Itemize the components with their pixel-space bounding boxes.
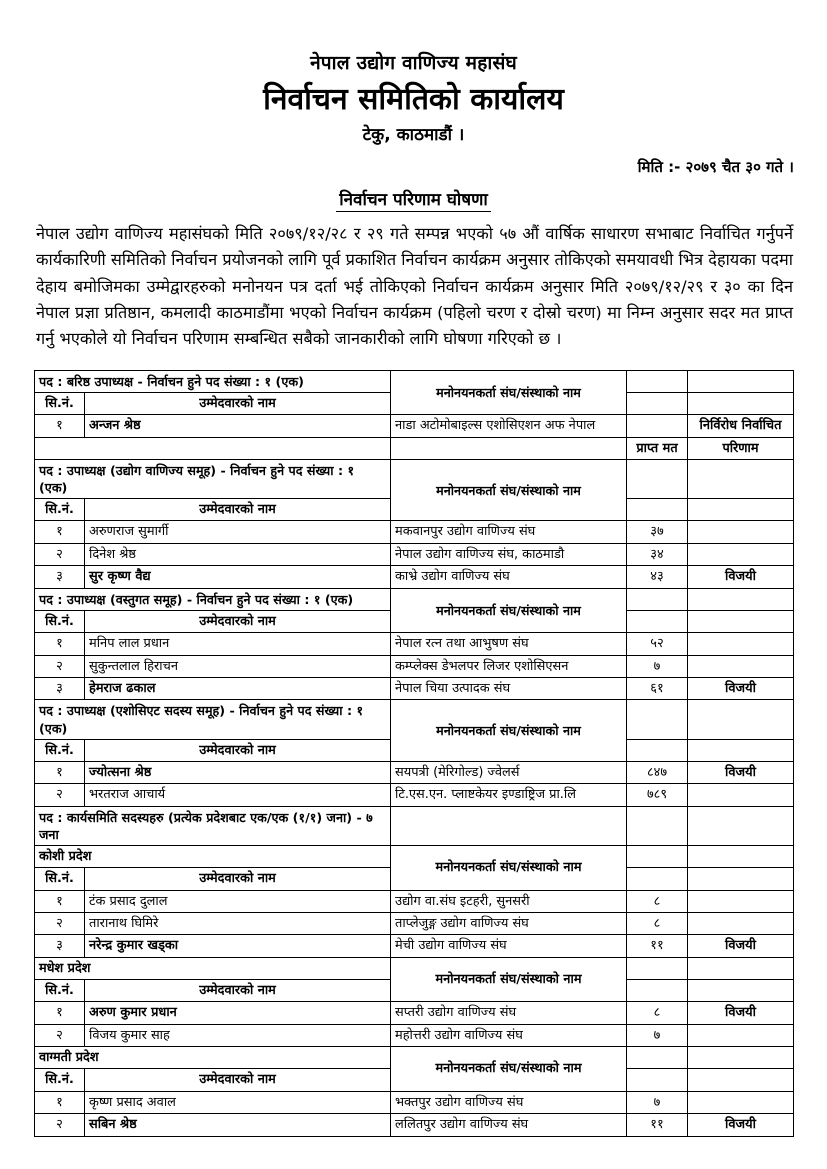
cell-result (688, 913, 794, 935)
column-header-candidate: उम्मेदवारको नाम (85, 499, 391, 521)
column-header-sn: सि.नं. (35, 868, 85, 890)
cell-result: विजयी (688, 1002, 794, 1024)
empty-cell (627, 392, 688, 414)
cell-sn: १ (35, 633, 85, 655)
column-header-sn: सि.नं. (35, 392, 85, 414)
column-header-nominator: मनोनयनकर्ता संघ/संस्थाको नाम (391, 588, 627, 632)
column-header-nominator: मनोनयनकर्ता संघ/संस्थाको नाम (391, 700, 627, 762)
table-row (35, 913, 794, 935)
cell-nominator: कम्प्लेक्स डेभलपर लिजर एशोसिएसन (391, 655, 627, 677)
cell-sn: १ (35, 415, 85, 437)
cell-nominator: सप्तरी उद्योग वाणिज्य संघ (391, 1002, 627, 1024)
cell-candidate-name: हेमराज ढकाल (85, 677, 391, 699)
empty-cell (688, 588, 794, 610)
cell-votes: ८४७ (627, 761, 688, 783)
cell-candidate-name: सुर कृष्ण वैद्य (85, 566, 391, 588)
cell-candidate-name: मनिप लाल प्रधान (85, 633, 391, 655)
column-header-nominator: मनोनयनकर्ता संघ/संस्थाको नाम (391, 459, 627, 521)
document-header (0, 0, 827, 146)
cell-result (688, 633, 794, 655)
cell-result: विजयी (688, 761, 794, 783)
empty-cell (688, 610, 794, 632)
post-title-row (35, 459, 794, 498)
cell-nominator: महोत्तरी उद्योग वाणिज्य संघ (391, 1024, 627, 1046)
empty-cell (688, 392, 794, 414)
office-address: टेकु, काठमाडौं । (362, 124, 465, 145)
cell-nominator: उद्योग वा.संघ इटहरी, सुनसरी (391, 890, 627, 912)
cell-sn: १ (35, 1091, 85, 1113)
cell-sn: २ (35, 1114, 85, 1136)
province-name: वाग्मती प्रदेश (35, 1047, 391, 1069)
cell-nominator: नेपाल चिया उत्पादक संघ (391, 677, 627, 699)
cell-result: निर्विरोध निर्वाचित (688, 415, 794, 437)
table-row (35, 1024, 794, 1046)
cell-nominator: नाडा अटोमोबाइल्स एशोसिएशन अफ नेपाल (391, 415, 627, 437)
table-row (35, 633, 794, 655)
cell-result (688, 1024, 794, 1046)
cell-votes: ४३ (627, 566, 688, 588)
cell-candidate-name: तारानाथ घिमिरे (85, 913, 391, 935)
empty-cell (688, 1069, 794, 1091)
cell-votes: ८ (627, 913, 688, 935)
cell-candidate-name: विजय कुमार साह (85, 1024, 391, 1046)
cell-candidate-name: सुकुन्तलाल हिराचन (85, 655, 391, 677)
cell-candidate-name: नरेन्द्र कुमार खड्का (85, 935, 391, 957)
cell-sn: २ (35, 784, 85, 806)
cell-votes: ३७ (627, 521, 688, 543)
cell-sn: २ (35, 913, 85, 935)
cell-nominator: नेपाल उद्योग वाणिज्य संघ, काठमाडौ (391, 543, 627, 565)
column-header-candidate: उम्मेदवारको नाम (85, 868, 391, 890)
empty-cell (627, 980, 688, 1002)
province-title-row (35, 846, 794, 868)
empty-cell (627, 846, 688, 868)
page-title (0, 187, 827, 210)
column-header-nominator: मनोनयनकर्ता संघ/संस्थाको नाम (391, 846, 627, 891)
cell-candidate-name: भरतराज आचार्य (85, 784, 391, 806)
cell-votes: ८ (627, 1002, 688, 1024)
empty-cell (688, 370, 794, 392)
cell-sn: १ (35, 890, 85, 912)
cell-result (688, 521, 794, 543)
empty-cell (627, 499, 688, 521)
cell-result (688, 1091, 794, 1113)
column-header-nominator: मनोनयनकर्ता संघ/संस्थाको नाम (391, 1047, 627, 1092)
table-row (35, 521, 794, 543)
cell-result (688, 543, 794, 565)
cell-result (688, 655, 794, 677)
empty-cell (688, 957, 794, 979)
cell-candidate-name: सबिन श्रेष्ठ (85, 1114, 391, 1136)
cell-votes: ८ (627, 890, 688, 912)
empty-cell (688, 739, 794, 761)
post-title-vp-industry-commerce: पद : उपाध्यक्ष (उद्योग वाणिज्य समूह) - निर्वाचन हुने पद संख्या : १ (एक) (35, 459, 391, 498)
cell-candidate-name: अरुण कुमार प्रधान (85, 1002, 391, 1024)
empty-cell (35, 437, 391, 459)
column-header-votes: प्राप्त मत (627, 437, 688, 459)
column-header-result: परिणाम (688, 437, 794, 459)
cell-nominator: सयपत्री (मेरिगोल्ड) ज्वेलर्स (391, 761, 627, 783)
table-row (35, 761, 794, 783)
cell-nominator: मेची उद्योग वाणिज्य संघ (391, 935, 627, 957)
post-title-vp-commodity: पद : उपाध्यक्ष (वस्तुगत समूह) - निर्वाचन हुने पद संख्या : १ (एक) (35, 588, 391, 610)
post-title-row (35, 806, 794, 845)
cell-result: विजयी (688, 1114, 794, 1136)
empty-cell (627, 610, 688, 632)
cell-candidate-name: अरुणराज सुमार्गी (85, 521, 391, 543)
column-header-sn: सि.नं. (35, 499, 85, 521)
cell-sn: २ (35, 543, 85, 565)
column-header-candidate: उम्मेदवारको नाम (85, 610, 391, 632)
column-header-candidate: उम्मेदवारको नाम (85, 1069, 391, 1091)
cell-nominator: टि.एस.एन. प्लाष्टकेयर इण्डाष्ट्रिज प्रा.लि (391, 784, 627, 806)
post-title-row (35, 588, 794, 610)
column-header-sn: सि.नं. (35, 1069, 85, 1091)
cell-nominator: नेपाल रत्न तथा आभुषण संघ (391, 633, 627, 655)
cell-sn: १ (35, 521, 85, 543)
cell-result (688, 890, 794, 912)
cell-votes: ७ (627, 1091, 688, 1113)
cell-votes: ११ (627, 935, 688, 957)
column-header-sn: सि.नं. (35, 739, 85, 761)
empty-cell (627, 1047, 688, 1069)
empty-cell (627, 700, 688, 739)
table-row (35, 566, 794, 588)
empty-cell (627, 1069, 688, 1091)
cell-votes: ७८९ (627, 784, 688, 806)
empty-cell (627, 739, 688, 761)
cell-nominator: भक्तपुर उद्योग वाणिज्य संघ (391, 1091, 627, 1113)
column-header-sn: सि.नं. (35, 610, 85, 632)
table-row (35, 1002, 794, 1024)
empty-cell (688, 1047, 794, 1069)
cell-sn: ३ (35, 935, 85, 957)
cell-votes: ७ (627, 1024, 688, 1046)
cell-votes: ६१ (627, 677, 688, 699)
table-row (35, 1114, 794, 1136)
column-header-nominator: मनोनयनकर्ता संघ/संस्थाको नाम (391, 957, 627, 1002)
province-title-row (35, 957, 794, 979)
document-date: मिति :- २०७९ चैत ३० गते । (637, 157, 794, 176)
cell-nominator: ललितपुर उद्योग वाणिज्य संघ (391, 1114, 627, 1136)
table-row (35, 935, 794, 957)
cell-result (688, 784, 794, 806)
cell-candidate-name: कृष्ण प्रसाद अवाल (85, 1091, 391, 1113)
empty-cell (627, 588, 688, 610)
empty-cell (627, 370, 688, 392)
table-row (35, 677, 794, 699)
cell-result: विजयी (688, 935, 794, 957)
cell-result: विजयी (688, 566, 794, 588)
cell-sn: १ (35, 1002, 85, 1024)
table-row (35, 543, 794, 565)
cell-sn: ३ (35, 677, 85, 699)
province-title-row (35, 1047, 794, 1069)
empty-cell (627, 957, 688, 979)
cell-votes: ३४ (627, 543, 688, 565)
table-row (35, 1091, 794, 1113)
column-header-candidate: उम्मेदवारको नाम (85, 739, 391, 761)
empty-cell (688, 846, 794, 868)
cell-sn: ३ (35, 566, 85, 588)
cell-votes: ७ (627, 655, 688, 677)
empty-cell (688, 499, 794, 521)
post-title-row (35, 700, 794, 739)
post-title-vp-associate: पद : उपाध्यक्ष (एशोसिएट सदस्य समूह) - निर्वाचन हुने पद संख्या : १ (एक) (35, 700, 391, 739)
empty-cell (627, 868, 688, 890)
election-results-table (34, 370, 794, 1137)
column-header-nominator: मनोनयनकर्ता संघ/संस्थाको नाम (391, 370, 627, 414)
empty-cell (688, 459, 794, 498)
empty-cell (391, 437, 627, 459)
province-name: कोशी प्रदेश (35, 846, 391, 868)
cell-candidate-name: दिनेश श्रेष्ठ (85, 543, 391, 565)
announcement-paragraph: नेपाल उद्योग वाणिज्य महासंघको मिति २०७९/१२/२८ र २९ गते सम्पन्न भएको ५७ औं वार्षिक साधारण सभाबाट निर्वाचित गर्नुपर्ने कार्यकारिणी समितिको निर्वाचन प्रयोजनको लागि पूर्व प्रकाशित निर्वाचन कार्यक्रम अनुसार तोकिएको समयावधी भित्र देहायका पदमा देहाय बमोजिमका उम्मेद्वारहरुको मनोनयन पत्र दर्ता भई तोकिएको निर्वाचन कार्यक्रम अनुसार मिति २०७९/१२/२९ र ३० का दिन नेपाल प्रज्ञा प्रतिष्ठान, कमलादी काठमाडौंमा भएको निर्वाचन कार्यक्रम (पहिलो चरण र दोस्रो चरण) मा निम्न अनुसार सदर मत प्राप्त गर्नु भएकोले यो निर्वाचन परिणाम सम्बन्धित सबैको जानकारीको लागि घोषणा गरिएको छ । (36, 223, 793, 349)
cell-votes: ११ (627, 1114, 688, 1136)
empty-cell (688, 980, 794, 1002)
cell-sn: १ (35, 761, 85, 783)
cell-votes: ५२ (627, 633, 688, 655)
cell-candidate-name: ज्योत्सना श्रेष्ठ (85, 761, 391, 783)
cell-nominator: काभ्रे उद्योग वाणिज्य संघ (391, 566, 627, 588)
cell-candidate-name: टंक प्रसाद दुलाल (85, 890, 391, 912)
empty-cell (688, 868, 794, 890)
empty-cell (627, 459, 688, 498)
cell-nominator: मकवानपुर उद्योग वाणिज्य संघ (391, 521, 627, 543)
column-header-candidate: उम्मेदवारको नाम (85, 392, 391, 414)
table-row (35, 890, 794, 912)
post-title-row (35, 370, 794, 392)
column-header-sn: सि.नं. (35, 980, 85, 1002)
post-title-committee-members: पद : कार्यसमिति सदस्यहरु (प्रत्येक प्रदेशबाट एक/एक (१/१) जना) - ७ जना (35, 806, 391, 845)
cell-nominator: ताप्लेजुङ्ग उद्योग वाणिज्य संघ (391, 913, 627, 935)
office-title: निर्वाचन समितिको कार्यालय (263, 81, 564, 117)
empty-cell (688, 700, 794, 739)
cell-sn: २ (35, 1024, 85, 1046)
empty-cell (391, 806, 627, 845)
cell-sn: २ (35, 655, 85, 677)
cell-result: विजयी (688, 677, 794, 699)
spacer-header-row (35, 437, 794, 459)
table-row (35, 655, 794, 677)
cell-candidate-name: अन्जन श्रेष्ठ (85, 415, 391, 437)
organization-name: नेपाल उद्योग वाणिज्य महासंघ (310, 52, 517, 74)
empty-cell (688, 806, 794, 845)
column-header-candidate: उम्मेदवारको नाम (85, 980, 391, 1002)
table-row (35, 415, 794, 437)
cell-votes (627, 415, 688, 437)
post-title-senior-vice-president: पद : बरिष्ठ उपाध्यक्ष - निर्वाचन हुने पद संख्या : १ (एक) (35, 370, 391, 392)
table-row (35, 784, 794, 806)
province-name: मधेश प्रदेश (35, 957, 391, 979)
empty-cell (627, 806, 688, 845)
page-title-text: निर्वाचन परिणाम घोषणा (336, 190, 491, 212)
